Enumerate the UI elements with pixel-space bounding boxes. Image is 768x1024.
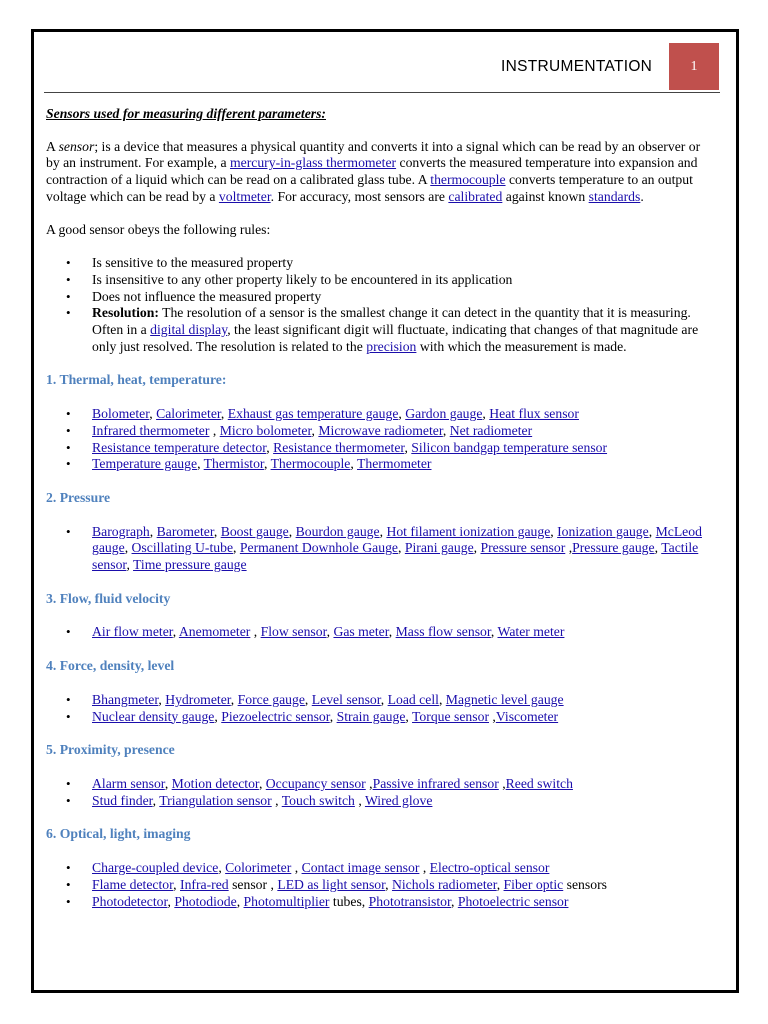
text-run: against known	[502, 188, 589, 204]
text-run: ,	[489, 708, 496, 724]
category-heading: 1. Thermal, heat, temperature:	[46, 372, 227, 388]
category-list	[46, 406, 706, 473]
category-item	[46, 877, 706, 894]
text-run: ,	[365, 775, 373, 791]
text-run: ,	[214, 708, 222, 724]
link-contact-image-sensor[interactable]: Contact image sensor	[301, 860, 420, 876]
text-run: ,	[291, 860, 302, 876]
category-item	[46, 692, 706, 709]
link-micro-bolometer[interactable]: Micro bolometer	[219, 422, 312, 438]
link-flow-sensor[interactable]: Flow sensor	[260, 624, 327, 640]
link-boost-gauge[interactable]: Boost gauge	[220, 523, 289, 539]
rule-item	[46, 289, 706, 306]
link-force-gauge[interactable]: Force gauge	[237, 691, 305, 707]
rules-list	[46, 255, 706, 355]
text-run: ,	[350, 456, 357, 472]
text-run: ,	[380, 691, 388, 707]
section-heading: Sensors used for measuring different parameters:	[46, 106, 326, 121]
link-stud-finder[interactable]: Stud finder	[92, 792, 153, 808]
category-item	[46, 406, 706, 423]
text-run: ,	[173, 876, 181, 892]
text-run: ,	[218, 860, 226, 876]
link-nuclear-density-gauge[interactable]: Nuclear density gauge	[92, 708, 215, 724]
text-run: ,	[385, 876, 392, 892]
text-run: ,	[648, 523, 656, 539]
link-gardon-gauge[interactable]: Gardon gauge	[405, 406, 483, 422]
category-item	[46, 524, 706, 574]
text-run: with which the measurement is made.	[416, 338, 627, 354]
link-thermometer[interactable]: Thermometer	[357, 456, 432, 472]
link-ionization-gauge[interactable]: Ionization gauge	[557, 523, 649, 539]
text-run: ,	[149, 406, 157, 422]
text-run: ,	[258, 775, 266, 791]
link-barometer[interactable]: Barometer	[156, 523, 214, 539]
text-run: ,	[124, 540, 132, 556]
text-run: ,	[496, 876, 504, 892]
link-infrared-thermometer[interactable]: Infrared thermometer	[92, 422, 210, 438]
category-list	[46, 524, 706, 574]
text-run: ,	[126, 557, 134, 573]
link-oscillating-u-tube[interactable]: Oscillating U-tube	[131, 540, 234, 556]
text-run: ,	[404, 439, 412, 455]
category-item	[46, 440, 706, 457]
text-run: ,	[398, 540, 405, 556]
link-torque-sensor[interactable]: Torque sensor	[412, 708, 489, 724]
text-run: ,	[326, 624, 334, 640]
header-divider	[44, 92, 720, 93]
category-list	[46, 860, 706, 910]
link-resistance-thermometer[interactable]: Resistance thermometer	[273, 439, 405, 455]
link-thermistor[interactable]: Thermistor	[203, 456, 264, 472]
text-run: ,	[236, 893, 244, 909]
category-item	[46, 793, 706, 810]
link-flame-detector[interactable]: Flame detector	[92, 876, 174, 892]
text-run: sensor ,	[228, 876, 278, 892]
link-air-flow-meter[interactable]: Air flow meter	[92, 624, 173, 640]
text-run: ,	[329, 708, 337, 724]
rule-item	[46, 272, 706, 289]
link-thermocouple[interactable]: Thermocouple	[270, 456, 351, 472]
text-run: ,	[438, 691, 446, 707]
link-temperature-gauge[interactable]: Temperature gauge	[92, 456, 198, 472]
link-photoelectric-sensor[interactable]: Photoelectric sensor	[457, 893, 569, 909]
link-mercury-in-glass-thermometer[interactable]: mercury-in-glass thermometer	[229, 155, 397, 171]
link-magnetic-level-gauge[interactable]: Magnetic level gauge	[445, 691, 564, 707]
link-microwave-radiometer[interactable]: Microwave radiometer	[318, 422, 443, 438]
link-barograph[interactable]: Barograph	[92, 523, 150, 539]
link-resistance-temperature-detector[interactable]: Resistance temperature detector	[92, 439, 267, 455]
category-heading: 2. Pressure	[46, 489, 111, 505]
link-infra-red[interactable]: Infra-red	[180, 876, 229, 892]
link-nichols-radiometer[interactable]: Nichols radiometer	[391, 876, 497, 892]
header-title: INSTRUMENTATION	[501, 58, 653, 75]
link-water-meter[interactable]: Water meter	[497, 624, 565, 640]
text-run: ,	[263, 456, 271, 472]
link-silicon-bandgap-temperature-sensor[interactable]: Silicon bandgap temperature sensor	[411, 439, 608, 455]
text-run: ,	[250, 624, 261, 640]
link-viscometer[interactable]: Viscometer	[495, 708, 559, 724]
category-item	[46, 860, 706, 877]
text-run: converts the measured temperature into expansion and contraction of a liquid which can be read on a calibrated glass tube. A	[46, 155, 698, 188]
link-heat-flux-sensor[interactable]: Heat flux sensor	[489, 406, 579, 422]
link-charge-coupled-device[interactable]: Charge-coupled device	[92, 860, 219, 876]
link-electro-optical-sensor[interactable]: Electro-optical sensor	[429, 860, 550, 876]
intro-paragraph	[46, 139, 706, 206]
link-gas-meter[interactable]: Gas meter	[333, 624, 389, 640]
category-item	[46, 894, 706, 911]
text-run: . For accuracy, most sensors are	[270, 188, 449, 204]
rules-intro: A good sensor obeys the following rules:	[46, 221, 271, 237]
text-run: ,	[379, 523, 387, 539]
text-run: ,	[498, 775, 506, 791]
text-run: ,	[419, 860, 430, 876]
text-run: ,	[450, 893, 458, 909]
category-list	[46, 624, 706, 641]
category-item	[46, 709, 706, 726]
text-run: ,	[152, 792, 160, 808]
link-photodetector[interactable]: Photodetector	[92, 893, 168, 909]
text-run: ,	[266, 439, 274, 455]
link-strain-gauge[interactable]: Strain gauge	[336, 708, 406, 724]
text-run: ,	[482, 406, 490, 422]
link-calibrated[interactable]: calibrated	[448, 188, 503, 204]
text-run: ,	[197, 456, 204, 472]
rule-item	[46, 305, 706, 355]
link-phototransistor[interactable]: Phototransistor	[368, 893, 451, 909]
text-run: A	[46, 138, 59, 154]
link-hydrometer[interactable]: Hydrometer	[165, 691, 231, 707]
link-alarm-sensor[interactable]: Alarm sensor	[92, 775, 165, 791]
bold-term: Resolution:	[92, 305, 159, 321]
link-pressure-gauge[interactable]: Pressure gauge	[572, 540, 655, 556]
category-heading: 3. Flow, fluid velocity	[46, 590, 171, 606]
link-photomultiplier[interactable]: Photomultiplier	[243, 893, 330, 909]
link-digital-display[interactable]: digital display	[150, 322, 228, 338]
link-triangulation-sensor[interactable]: Triangulation sensor	[159, 792, 272, 808]
text-run: ,	[388, 624, 396, 640]
text-run: ,	[442, 422, 450, 438]
link-anemometer[interactable]: Anemometer	[178, 624, 251, 640]
link-piezoelectric-sensor[interactable]: Piezoelectric sensor	[221, 708, 330, 724]
link-calorimeter[interactable]: Calorimeter	[156, 406, 221, 422]
text-run: ,	[490, 624, 498, 640]
category-list	[46, 776, 706, 809]
link-standards[interactable]: standards	[588, 188, 641, 204]
text-run: ,	[158, 691, 166, 707]
category-item	[46, 456, 706, 473]
link-net-radiometer[interactable]: Net radiometer	[449, 422, 533, 438]
link-thermocouple[interactable]: thermocouple	[430, 172, 506, 188]
link-bolometer[interactable]: Bolometer	[92, 406, 150, 422]
category-heading: 5. Proximity, presence	[46, 742, 175, 758]
text-run: ,	[565, 540, 573, 556]
category-list	[46, 692, 706, 725]
text-run: , the least significant digit will fluctuate, indicating that changes of that magnitude are only just resolved. The resolution is related to the	[92, 322, 699, 354]
category-heading: 6. Optical, light, imaging	[46, 826, 191, 842]
link-reed-switch[interactable]: Reed switch	[505, 775, 573, 791]
link-led-as-light-sensor[interactable]: LED as light sensor	[277, 876, 386, 892]
text-run: ; is a device that measures a physical quantity and converts it into a signal which can be read by an observer or by an instrument. For example, a	[46, 138, 701, 171]
link-motion-detector[interactable]: Motion detector	[171, 775, 259, 791]
link-precision[interactable]: precision	[366, 338, 417, 354]
link-permanent-downhole-gauge[interactable]: Permanent Downhole Gauge	[239, 540, 398, 556]
text-run: ,	[209, 422, 220, 438]
text-run: ,	[311, 422, 319, 438]
link-level-sensor[interactable]: Level sensor	[311, 691, 381, 707]
text-run: ,	[164, 775, 172, 791]
italic-term: sensor	[58, 138, 95, 154]
text-run: ,	[220, 406, 228, 422]
text-run: ,	[213, 523, 221, 539]
text-run: ,	[473, 540, 481, 556]
text-run: ,	[288, 523, 296, 539]
text-run: ,	[654, 540, 662, 556]
text-run: Is insensitive to any other property likely to be encountered in its application	[92, 271, 513, 287]
categories	[46, 372, 706, 910]
text-run: ,	[550, 523, 558, 539]
text-run: ,	[354, 792, 365, 808]
link-bhangmeter[interactable]: Bhangmeter	[92, 691, 159, 707]
text-run: .	[640, 188, 644, 204]
category-heading: 4. Force, density, level	[46, 658, 175, 674]
category-item	[46, 423, 706, 440]
text-run: ,	[230, 691, 238, 707]
link-photodiode[interactable]: Photodiode	[174, 893, 237, 909]
link-exhaust-gas-temperature-gauge[interactable]: Exhaust gas temperature gauge	[227, 406, 399, 422]
text-run: Is sensitive to the measured property	[92, 255, 294, 271]
link-occupancy-sensor[interactable]: Occupancy sensor	[265, 775, 366, 791]
link-mcleod-gauge[interactable]: McLeod gauge	[92, 523, 702, 556]
text-run: converts temperature to an output voltage which can be read by a	[46, 172, 693, 204]
link-fiber-optic[interactable]: Fiber optic	[503, 876, 564, 892]
link-passive-infrared-sensor[interactable]: Passive infrared sensor	[372, 775, 499, 791]
link-touch-switch[interactable]: Touch switch	[281, 792, 355, 808]
text-run: ,	[172, 624, 179, 640]
link-voltmeter[interactable]: voltmeter	[218, 188, 271, 204]
link-colorimeter[interactable]: Colorimeter	[225, 860, 292, 876]
link-pressure-sensor[interactable]: Pressure sensor	[480, 540, 566, 556]
link-mass-flow-sensor[interactable]: Mass flow sensor	[395, 624, 491, 640]
text-run: tubes,	[329, 893, 369, 909]
rule-item	[46, 255, 706, 272]
text-run: ,	[233, 540, 240, 556]
link-load-cell[interactable]: Load cell	[387, 691, 439, 707]
link-tactile-sensor[interactable]: Tactile sensor	[92, 540, 699, 573]
text-run: ,	[149, 523, 157, 539]
category-item	[46, 776, 706, 793]
text-run: ,	[304, 691, 312, 707]
text-run: ,	[167, 893, 175, 909]
link-bourdon-gauge[interactable]: Bourdon gauge	[295, 523, 380, 539]
link-hot-filament-ionization-gauge[interactable]: Hot filament ionization gauge	[386, 523, 551, 539]
document-body	[46, 106, 706, 927]
text-run: ,	[405, 708, 413, 724]
link-wired-glove[interactable]: Wired glove	[364, 792, 433, 808]
link-pirani-gauge[interactable]: Pirani gauge	[404, 540, 474, 556]
text-run: sensors	[563, 876, 607, 892]
category-item	[46, 624, 706, 641]
text-run: The resolution of a sensor is the smallest change it can detect in the quantity that it is measuring. Often in a	[92, 305, 691, 338]
link-time-pressure-gauge[interactable]: Time pressure gauge	[133, 557, 247, 573]
page-number-badge: 1	[669, 43, 719, 90]
text-run: ,	[271, 792, 282, 808]
text-run: ,	[398, 406, 406, 422]
text-run: Does not influence the measured property	[92, 288, 322, 304]
